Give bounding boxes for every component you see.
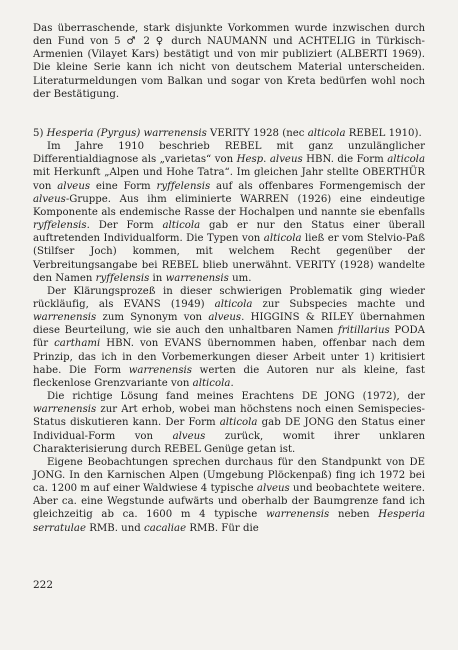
- taxon-name: Hesperia serratulae: [33, 509, 425, 534]
- text-run: und beobachtete weitere. Aber ca. eine Wegstunde aufwärts und oberhalb der Baumgrenze fand ich gleichzeitig ab ca. 1600 m 4 typische: [33, 483, 426, 521]
- text-run: werten die Autoren nur als kleine, fast fleckenlose Grenzvariante von: [33, 364, 425, 389]
- text-run: auf als offenbares Formengemisch der: [210, 180, 425, 192]
- text-run: um.: [228, 272, 252, 284]
- paragraph-1: [33, 140, 425, 285]
- taxon-name: alticola: [219, 417, 258, 429]
- text-run: zurück, womit ihrer unklaren Charakterisierung durch REBEL Genüge getan ist.: [33, 430, 425, 455]
- body-text: [33, 22, 425, 535]
- taxon-name: warrenensis: [33, 404, 97, 416]
- taxon-name: Hesp. alveus: [236, 154, 303, 166]
- text-run: gab DE JONG den Status einer Individual-Form von: [33, 417, 425, 442]
- text-run: neben: [329, 509, 379, 521]
- page-number: 222: [33, 579, 54, 591]
- text-run: Das überraschende, stark disjunkte Vorkommen wurde inzwischen durch den Fund von 5 ♂ 2 ♀ durch NAUMANN und ACHTELIG in Türkisch-Armenien (Vilayet Kars) bestätigt und von mir publiziert (ALBERTI 1969). Die kleine Serie kann ich nicht von deutschem Material unterscheiden. Literaturmeldungen vom Balkan und sogar von Kreta bedürfen wohl noch der Bestätigung.: [33, 23, 425, 100]
- text-run: -Gruppe. Aus ihm eliminierte WARREN (1926) eine eindeutige Komponente als endemische Rasse der Hochalpen und nannte sie ebenfalls: [33, 193, 425, 218]
- section-heading: [33, 127, 425, 140]
- taxon-name: alveus: [256, 483, 290, 495]
- taxon-name: alveus: [208, 312, 242, 324]
- taxon-name: alticola: [263, 233, 302, 245]
- taxon-name: alticola: [192, 377, 231, 389]
- intro-paragraph: [33, 22, 425, 101]
- taxon-name: ryffelensis: [156, 180, 211, 192]
- text-run: eine Form: [90, 180, 157, 192]
- taxon-name: alticola: [162, 220, 201, 232]
- taxon-name: fritillarius: [338, 325, 390, 337]
- text-run: in: [149, 272, 166, 284]
- taxon-name: cacaliae: [144, 522, 187, 534]
- taxon-name: Hesperia (Pyrgus) warrenensis: [46, 127, 207, 139]
- text-run: RMB. und: [85, 522, 144, 534]
- text-run: Der Klärungsprozeß in dieser schwierigen Problematik ging wieder rückläufig, als EVANS (1949): [33, 285, 425, 310]
- text-run: RMB. Für die: [186, 522, 259, 534]
- text-run: Eigene Beobachtungen sprechen durchaus für den Standpunkt von DE JONG. In den Karnischen Alpen (Umgebung Plöckenpaß) fing ich 1972 bei ca. 1200 m auf einer Waldwiese 4 typische: [33, 456, 425, 495]
- taxon-name: alticola: [214, 298, 253, 310]
- text-run: gab er nur den Status einer überall auftretenden Individualform. Die Typen von: [33, 220, 425, 245]
- text-run: HBN. von EVANS übernommen haben, offenbar nach dem Prinzip, das ich in den Vorbemerkungen dieser Arbeit unter 1) kritisiert habe. Die Form: [33, 338, 425, 376]
- taxon-name: carthami: [54, 338, 101, 350]
- taxon-name: alticola: [307, 127, 346, 139]
- taxon-name: alveus: [33, 193, 66, 205]
- taxon-name: ryffelensis: [95, 272, 150, 284]
- text-run: mit Herkunft „Alpen und Hohe Tatra“. Im gleichen Jahr stellte OBERTHÜR von: [33, 167, 425, 192]
- text-run: . Der Form: [86, 220, 163, 232]
- text-run: REBEL 1910).: [345, 127, 422, 139]
- text-run: zur Art erhob, wobei man höchstens noch einen Semispecies-Status diskutieren kann. Der Form: [33, 404, 425, 429]
- paragraph-3: [33, 390, 425, 456]
- text-run: zur Subspecies machte und: [252, 298, 425, 310]
- text-run: Die richtige Lösung fand meines Erachtens DE JONG (1972), der: [47, 391, 425, 403]
- text-run: ließ er vom Stelvio-Paß (Stilfser Joch) kommen, mit welchem Recht gegenüber der Verbreitungsangabe bei REBEL blieb unerwähnt. VERITY (1928) wandelte den Namen: [33, 233, 426, 284]
- taxon-name: alveus: [172, 430, 206, 442]
- taxon-name: alveus: [57, 180, 91, 192]
- text-run: PODA für: [33, 325, 425, 350]
- taxon-name: warrenensis: [165, 272, 229, 284]
- taxon-name: warrenensis: [266, 509, 330, 521]
- taxon-name: alticola: [387, 154, 426, 166]
- text-run: 5): [33, 127, 47, 139]
- paragraph-2: [33, 285, 425, 390]
- text-run: HBN. die Form: [302, 154, 388, 166]
- text-run: VERITY 1928 (nec: [206, 127, 308, 139]
- taxon-name: ryffelensis: [33, 220, 87, 232]
- text-run: Im Jahre 1910 beschrieb REBEL mit ganz unzulänglicher Differentialdiagnose als „varietas“ von: [33, 141, 425, 166]
- taxon-name: warrenensis: [128, 364, 193, 376]
- text-run: .: [230, 377, 234, 389]
- paragraph-4: [33, 456, 425, 535]
- section-gap: [33, 101, 425, 127]
- text-run: . HIGGINS & RILEY übernahmen diese Beurteilung, wie sie auch den unhaltbaren Namen: [33, 312, 425, 337]
- taxon-name: warrenensis: [33, 312, 97, 324]
- text-run: zum Synonym von: [96, 312, 209, 324]
